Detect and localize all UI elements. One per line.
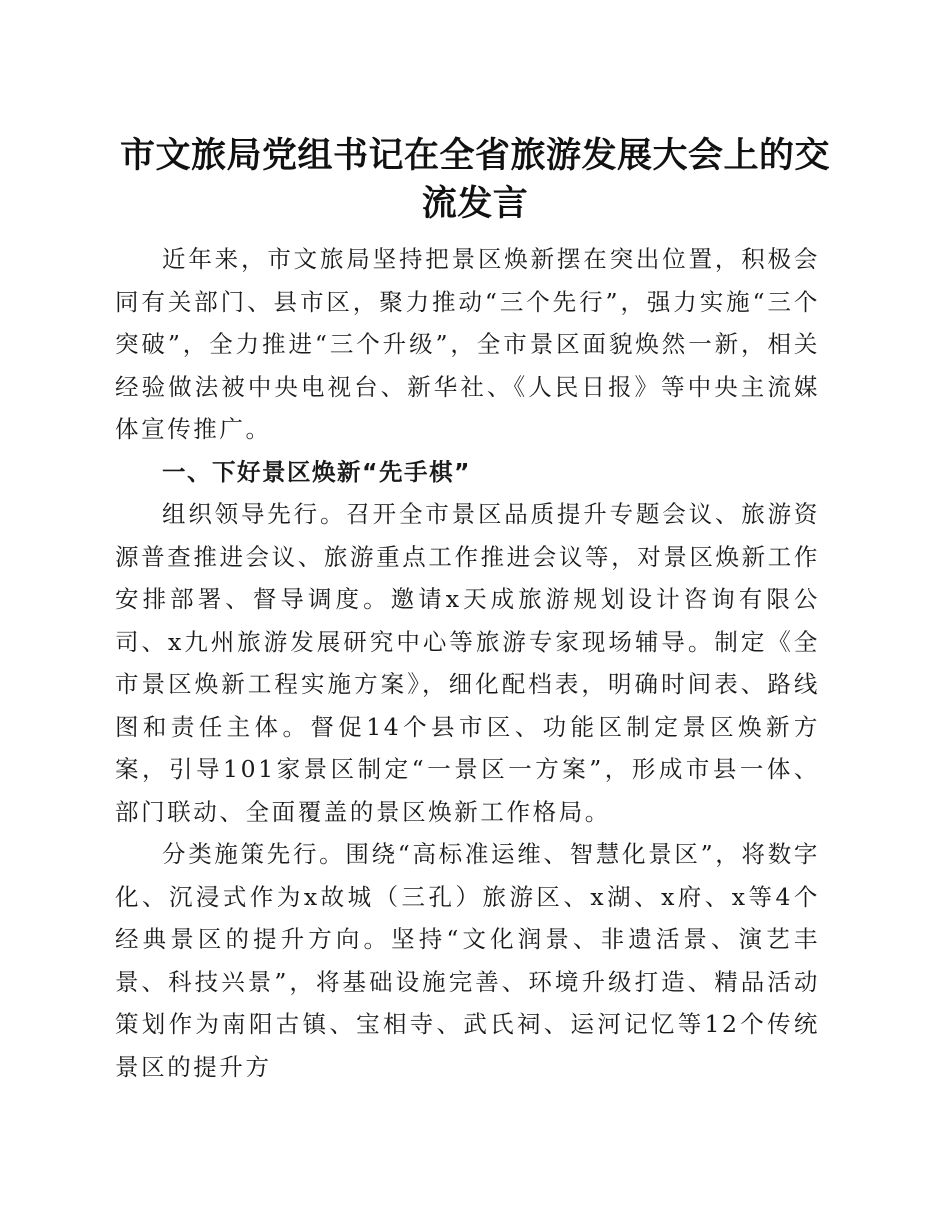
section-heading-1: 一、下好景区焕新“先手棋” (162, 457, 471, 486)
document-title (110, 132, 840, 228)
paragraph-organization: 组织领导先行。召开全市景区品质提升专题会议、旅游资源普查推进会议、旅游重点工作推进会议等，对景区焕新工作安排部署、督导调度。邀请x天成旅游规划设计咨询有限公司、x九州旅游发展研究中心等旅游专家现场辅导。制定《全市景区焕新工程实施方案》，细化配档表，明确时间表、路线图和责任主体。督促14个县市区、功能区制定景区焕新方案，引导101家景区制定“一景区一方案”，形成市县一体、部门联动、全面覆盖的景区焕新工作格局。 (115, 500, 820, 826)
title-line-1: 市文旅局党组书记在全省旅游发展大会上的交 (119, 135, 830, 176)
title-line-2: 流发言 (421, 183, 529, 224)
paragraph-intro: 近年来，市文旅局坚持把景区焕新摆在突出位置，积极会同有关部门、县市区，聚力推动“三个先行”，强力实施“三个突破”，全力推进“三个升级”，全市景区面貌焕然一新，相关经验做法被中央电视台、新华社、《人民日报》等中央主流媒体宣传推广。 (115, 245, 820, 443)
document-body (115, 238, 820, 1088)
paragraph-classification: 分类施策先行。围绕“高标准运维、智慧化景区”，将数字化、沉浸式作为x故城（三孔）旅游区、x湖、x府、x等4个经典景区的提升方向。坚持“文化润景、非遗活景、演艺丰景、科技兴景”，将基础设施完善、环境升级打造、精品活动策划作为南阳古镇、宝相寺、武氏祠、运河记忆等12个传统景区的提升方 (115, 840, 820, 1081)
